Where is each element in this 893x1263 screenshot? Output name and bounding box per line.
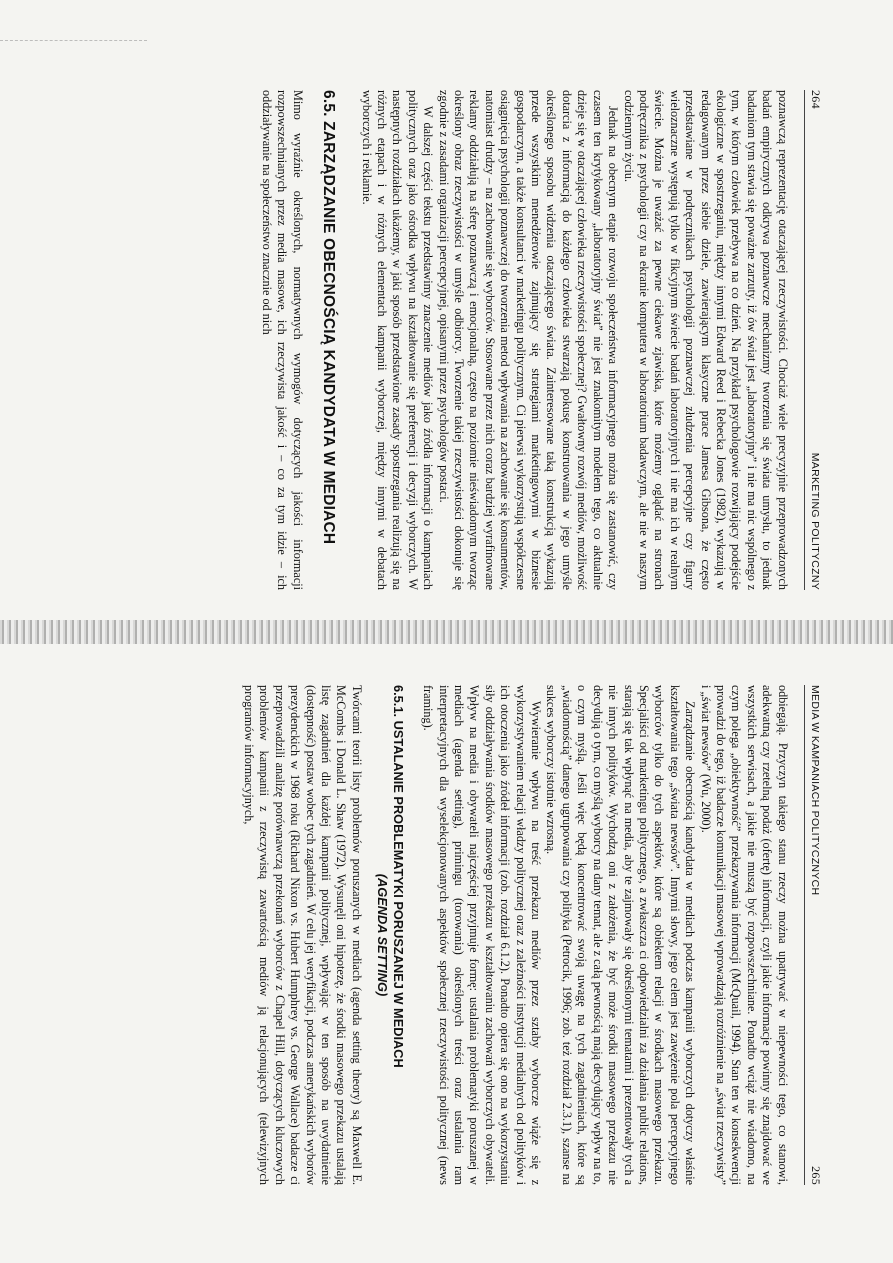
right-page	[18, 685, 823, 1185]
section-heading-6-5-1-subtitle: (AGENDA SETTING)	[374, 873, 390, 997]
right-page-number: 265	[809, 1166, 823, 1185]
left-page	[18, 90, 823, 590]
right-section-paragraph-1: Twórcami teorii listy problemów poruszanych w mediach (agenda setting theory) są Maxwell E. McCombs i Donald L. Shaw (1972). Wysunęli oni hipotezę, że środki masowego przekazu ustalają listę zagadnień dla każdej kampanii politycznej, wpływając w ten sposób na uwydatnienie (dostępność) postaw wobec tych zagadnień. W celu jej weryfikacji, podczas amerykańskich wyborów prezydenckich w 1968 roku (Richard Nixon vs. Hubert Humphrey vs. George Wallace) badacze ci przeprowadzili analizę porównawczą przekonań wyborców z Chapel Hill, dotyczących kluczowych problemów kampanii z rzeczywistą zawartością mediów ją relacjonujących (telewizyjnych programów informacyjnych,	[242, 685, 364, 1185]
left-section-paragraph-1: Mimo wyraźnie określonych, normatywnych wymogów dotyczących jakości informacji rozpowszechnianych przez media masowe, ich rzeczywista jakość i – co za tym idzie – ich oddziaływanie na społeczeństwo znacznie od nich	[260, 90, 305, 590]
section-heading-6-5-1-title: 6.5.1. USTALANIE PROBLEMATYKI PORUSZANEJ W MEDIACH	[390, 685, 406, 1068]
gutter-shadow	[0, 620, 893, 644]
right-running-title: MEDIA W KAMPANIACH POLITYCZNYCH	[809, 685, 821, 896]
section-heading-6-5-1	[374, 685, 406, 1185]
left-paragraph-2: Jednak na obecnym etapie rozwoju społeczeństwa informacyjnego można się zastanowić, czy czasem ten krytykowany „laboratoryjny świat” nie jest znakomitym modelem tego, co aktualnie dzieje się w otaczającej człowieka rzeczywistości społecznej? Gwałtowny rozwój mediów, możliwość dotarcia z informacją do każdego człowieka stwarzają pokusę konstruowania w jego umyśle określonego sposobu widzenia otaczającego świata. Zainteresowane taką konstrukcją wykazują przede wszystkim menedżerowie zajmujący się strategiami marketingowymi w biznesie gospodarczym, a także konsultanci w marketingu politycznym. Ci pierwsi wykorzystują współczesne osiągnięcia psychologii poznawczej do tworzenia metod wpływania na zachowanie się konsumentów, natomiast drudzy – na zachowanie się wyborców. Stosowane przez nich coraz bardziej wyrafinowane reklamy oddziałują na sferę poznawczą i emocjonalną, często na poziomie nieświadomym tworząc określony obraz rzeczywistości w umyśle odbiorcy. Tworzenie takiej rzeczywistości dokonuje się zgodnie z zasadami organizacji percepcyjnej, opisanymi przez psychologów postaci.	[436, 90, 621, 590]
section-heading-6-5: 6.5. ZARZĄDZANIE OBECNOŚCIĄ KANDYDATA W MEDIACH	[320, 90, 338, 545]
left-page-number: 264	[809, 90, 823, 109]
left-running-title: MARKETING POLITYCZNY	[809, 452, 821, 590]
right-paragraph-2: Zarządzanie obecnością kandydata w mediach podczas kampanii wyborczych dotyczy właśnie kształtowania tego „świata newsów”. Innymi słowy, jego celem jest zawężenie pola percepcyjnego wyborców tylko do tych aspektów, które są obiektem relacji w środkach masowego przekazu. Specjaliści od marketingu politycznego, a zwłaszcza ci odpowiedzialni za działania public relations, starają się tak wpłynąć na media, aby te zajmowały się określonymi tematami i prezentowały tych a nie innych polityków. Wychodzą oni z założenia, że być może środki masowego przekazu nie decydują o tym, co myślą wyborcy na dany temat, ale z całą pewnością mają decydujący wpływ na to, o czym myślą. Jeśli więc będą koncentrować swoją uwagę na tych zagadnieniach, które są „wiadomością” danego ugrupowania czy polityka (Petrocik, 1996; zob. też rozdział 2.3.1), szanse na sukces wyborczy istotnie wzrosną.	[544, 685, 698, 1185]
right-paragraph-3: Wywieranie wpływu na treść przekazu mediów przez sztaby wyborcze wiąże się z wykorzystywaniem relacji władzy politycznej oraz z zależności instytucji medialnych od polityków i ich otoczenia jako źródeł informacji (zob. rozdział 6.1.2). Ponadto opiera się ono na wykorzystaniu siły oddziaływania środków masowego przekazu w kształtowaniu zachowań wyborczych obywateli. Wpływ na media i obywateli najczęściej przyjmuje formę: ustalania problematyki poruszanej w mediach (agenda setting), primingu (torowania) określonych treści oraz ustalania ram interpretacyjnych dla wyselekcjonowanych aspektów społecznej rzeczywistości politycznej (news framing).	[421, 685, 544, 1185]
scan-artifact	[0, 40, 147, 69]
left-running-head	[804, 90, 823, 590]
right-running-head	[804, 685, 823, 1185]
right-paragraph-1: odbiegają. Przyczyn takiego stanu rzeczy można upatrywać w niepewności tego, co stanowi, adekwatną czy rzetelną podaż (ofertę) informacji, czyli jakie informacje powinny się znajdować we wszystkich serwisach, a jakie nie muszą być rozpowszechniane. Ponadto wciąż nie wiadomo, na czym polega „obiektywność” przekazywania informacji (McQuail, 1994). Stan ten w konsekwencji prowadzi do tego, iż badacze komunikacji masowej wprowadzają rozróżnienie na „świat rzeczywisty” i „świat newsów” (Wu, 2000).	[698, 685, 790, 1185]
left-paragraph-1: poznawczą reprezentację otaczającej rzeczywistości. Chociaż wiele precyzyjnie przeprowadzonych badań empirycznych odkrywa poznawcze mechanizmy tworzenia się świata umysłu, to jednak badaniom tym stawia się poważne zarzuty, iż ów świat jest „laboratoryjny” i nie ma nic wspólnego z tym, w którym człowiek przebywa na co dzień. Na przykład psychologowie rozwijający podejście ekologiczne w spostrzeganiu, między innymi Edward Reed i Rebecka Jones (1982), wykazują w redagowanym przez siebie dziele, zawierającym klasyczne prace Jamesa Gibsona, że często przedstawiane w podręcznikach psychologii poznawczej złudzenia percepcyjne czy figury wieloznaczne występują tylko w fikcyjnym świecie badań laboratoryjnych i nie ma ich w realnym świecie. Można je uważać za pewne ciekawe zjawiska, które możemy oglądać na stronach podręcznika z psychologii czy na ekranie komputera w laboratorium badawczym, ale nie w naszym codziennym życiu.	[621, 90, 790, 590]
left-paragraph-3: W dalszej części tekstu przedstawimy znaczenie mediów jako źródła informacji o kampaniach politycznych oraz jako ośrodka wpływu na kształtowanie się preferencji i decyzji wyborczych. W następnych rozdziałach ukażemy, w jaki sposób przedstawione zasady spostrzegania realizują się na różnych etapach i w różnych elementach kampanii wyborczej, między innymi w debatach wyborczych i reklamie.	[359, 90, 436, 590]
